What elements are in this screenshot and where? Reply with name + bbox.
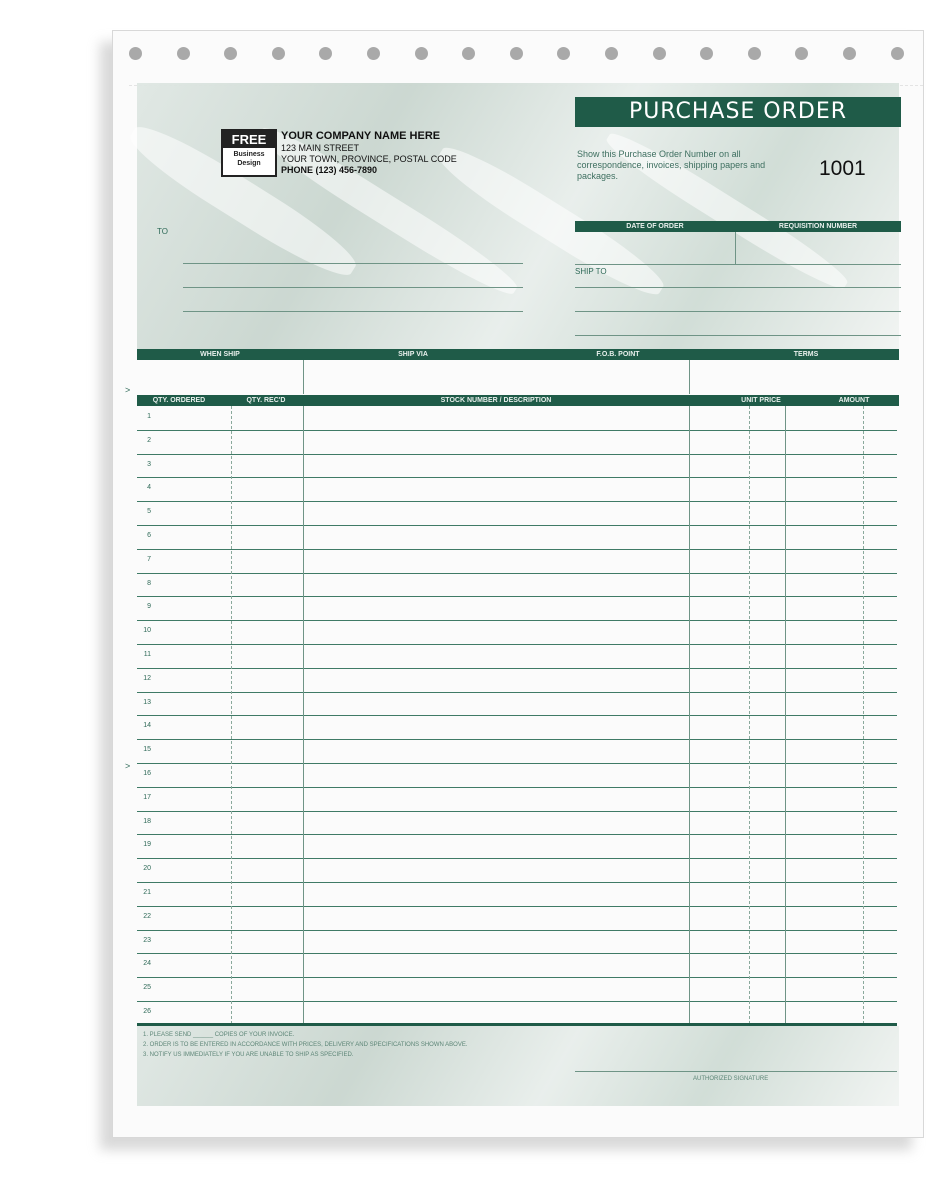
table-row[interactable] bbox=[137, 644, 897, 645]
binder-hole bbox=[843, 47, 856, 60]
ship-to-label: SHIP TO bbox=[575, 267, 607, 276]
table-row[interactable] bbox=[137, 525, 897, 526]
row-number: 20 bbox=[143, 865, 151, 873]
free-logo bbox=[221, 129, 277, 177]
row-number: 11 bbox=[143, 651, 151, 658]
table-row[interactable] bbox=[137, 906, 897, 907]
to-line-2[interactable] bbox=[183, 287, 523, 288]
row-number: 16 bbox=[143, 770, 151, 777]
column-header-bar bbox=[137, 395, 899, 406]
fold-mark-top: > bbox=[125, 385, 131, 395]
table-row[interactable] bbox=[137, 787, 897, 788]
ship-via-label: SHIP VIA bbox=[398, 351, 428, 358]
footer-note-1: 1. PLEASE SEND ______ COPIES OF YOUR INVOICE. bbox=[143, 1032, 295, 1038]
binder-hole bbox=[224, 47, 237, 60]
date-of-order-label: DATE OF ORDER bbox=[626, 223, 684, 230]
row-number: 10 bbox=[143, 627, 151, 635]
table-row[interactable] bbox=[137, 477, 897, 478]
col-divider-amount bbox=[785, 406, 786, 1024]
table-row[interactable] bbox=[137, 620, 897, 621]
col-divider-description bbox=[303, 406, 304, 1024]
binder-hole bbox=[891, 47, 904, 60]
row-number: 8 bbox=[147, 579, 151, 587]
requisition-number-label: REQUISITION NUMBER bbox=[778, 223, 858, 230]
ship-to-line-3[interactable] bbox=[575, 335, 901, 336]
row-number: 6 bbox=[147, 532, 151, 539]
binder-hole bbox=[700, 47, 713, 60]
signature-line[interactable] bbox=[575, 1071, 897, 1072]
col-divider-qty bbox=[231, 406, 232, 1024]
table-row[interactable] bbox=[137, 454, 897, 455]
form-title: PURCHASE ORDER bbox=[575, 97, 901, 127]
terms-bar bbox=[137, 349, 899, 360]
table-row[interactable] bbox=[137, 930, 897, 931]
ship-to-line-1[interactable] bbox=[575, 287, 901, 288]
purchase-order-form bbox=[112, 30, 924, 1138]
row-number: 4 bbox=[147, 484, 151, 492]
col-amount: AMOUNT bbox=[838, 397, 870, 404]
table-row[interactable] bbox=[137, 834, 897, 835]
table-row[interactable] bbox=[137, 739, 897, 740]
company-city: YOUR TOWN, PROVINCE, POSTAL CODE bbox=[281, 154, 457, 164]
table-row[interactable] bbox=[137, 882, 897, 883]
to-label: TO bbox=[157, 227, 168, 236]
binder-hole bbox=[272, 47, 285, 60]
table-row[interactable] bbox=[137, 977, 897, 978]
fold-mark-middle: > bbox=[125, 761, 131, 771]
po-instructions: Show this Purchase Order Number on all correspondence, invoices, shipping papers and packages. bbox=[577, 149, 766, 181]
binder-hole bbox=[462, 47, 475, 60]
terms-divider-1 bbox=[303, 360, 304, 394]
table-row[interactable] bbox=[137, 430, 897, 431]
row-number: 9 bbox=[147, 603, 151, 611]
row-number: 1 bbox=[147, 413, 151, 420]
binder-hole bbox=[415, 47, 428, 60]
binder-hole bbox=[557, 47, 570, 60]
order-info-divider bbox=[735, 232, 736, 264]
ship-to-line-2[interactable] bbox=[575, 311, 901, 312]
row-number: 5 bbox=[147, 508, 151, 516]
row-number: 26 bbox=[143, 1008, 151, 1015]
footer-note-3: 3. NOTIFY US IMMEDIATELY IF YOU ARE UNABLE TO SHIP AS SPECIFIED. bbox=[143, 1052, 354, 1058]
row-number: 21 bbox=[143, 889, 151, 896]
table-row[interactable] bbox=[137, 573, 897, 574]
col-qty-received: QTY. REC'D bbox=[246, 397, 286, 404]
terms-divider-2 bbox=[689, 360, 690, 394]
row-number: 24 bbox=[143, 960, 151, 968]
table-row[interactable] bbox=[137, 596, 897, 597]
binder-hole bbox=[605, 47, 618, 60]
binder-hole bbox=[319, 47, 332, 60]
table-row[interactable] bbox=[137, 501, 897, 502]
binder-hole bbox=[748, 47, 761, 60]
po-number: 1001 bbox=[819, 157, 866, 180]
table-row[interactable] bbox=[137, 692, 897, 693]
binder-hole bbox=[510, 47, 523, 60]
table-row[interactable] bbox=[137, 858, 897, 859]
when-ship-label: WHEN SHIP bbox=[200, 351, 240, 358]
row-number: 7 bbox=[147, 555, 151, 563]
table-row[interactable] bbox=[137, 1001, 897, 1002]
binder-hole bbox=[367, 47, 380, 60]
table-row[interactable] bbox=[137, 715, 897, 716]
logo-subtitle: Business Design bbox=[233, 151, 265, 167]
col-description: STOCK NUMBER / DESCRIPTION bbox=[440, 397, 552, 404]
row-number: 12 bbox=[143, 674, 151, 682]
binder-hole bbox=[177, 47, 190, 60]
logo-badge: FREE bbox=[223, 131, 275, 148]
table-row[interactable] bbox=[137, 953, 897, 954]
fob-point-label: F.O.B. POINT bbox=[596, 351, 640, 358]
signature-label: AUTHORIZED SIGNATURE bbox=[693, 1076, 769, 1082]
cents-divider-amount bbox=[863, 406, 864, 1024]
order-info-line[interactable] bbox=[575, 264, 901, 265]
binder-hole bbox=[129, 47, 142, 60]
binder-hole bbox=[795, 47, 808, 60]
table-row[interactable] bbox=[137, 763, 897, 764]
col-divider-unit-price bbox=[689, 406, 690, 1024]
row-number: 18 bbox=[143, 817, 151, 825]
table-row[interactable] bbox=[137, 811, 897, 812]
table-bottom-rule bbox=[137, 1023, 897, 1026]
row-number: 25 bbox=[143, 984, 151, 992]
footer-note-2: 2. ORDER IS TO BE ENTERED IN ACCORDANCE WITH PRICES, DELIVERY AND SPECIFICATIONS SHOWN ABOVE. bbox=[143, 1042, 468, 1048]
binder-hole bbox=[653, 47, 666, 60]
row-number: 23 bbox=[143, 936, 151, 944]
company-street: 123 MAIN STREET bbox=[281, 143, 360, 153]
order-info-bar bbox=[575, 221, 901, 232]
terms-label: TERMS bbox=[793, 351, 819, 358]
col-unit-price: UNIT PRICE bbox=[741, 397, 781, 404]
row-number: 3 bbox=[147, 460, 151, 468]
company-address bbox=[281, 129, 457, 176]
row-number: 17 bbox=[143, 793, 151, 801]
row-number: 19 bbox=[143, 841, 151, 849]
row-number: 14 bbox=[143, 722, 151, 730]
to-line-3[interactable] bbox=[183, 311, 523, 312]
table-row[interactable] bbox=[137, 668, 897, 669]
row-number: 13 bbox=[143, 698, 151, 706]
table-row[interactable] bbox=[137, 549, 897, 550]
company-phone: PHONE (123) 456-7890 bbox=[281, 165, 378, 175]
row-number: 2 bbox=[147, 436, 151, 444]
row-number: 15 bbox=[143, 746, 151, 754]
cents-divider-unit bbox=[749, 406, 750, 1024]
company-name: YOUR COMPANY NAME HERE bbox=[281, 130, 441, 142]
col-qty-ordered: QTY. ORDERED bbox=[152, 397, 206, 404]
row-number: 22 bbox=[143, 912, 151, 920]
to-line-1[interactable] bbox=[183, 263, 523, 264]
